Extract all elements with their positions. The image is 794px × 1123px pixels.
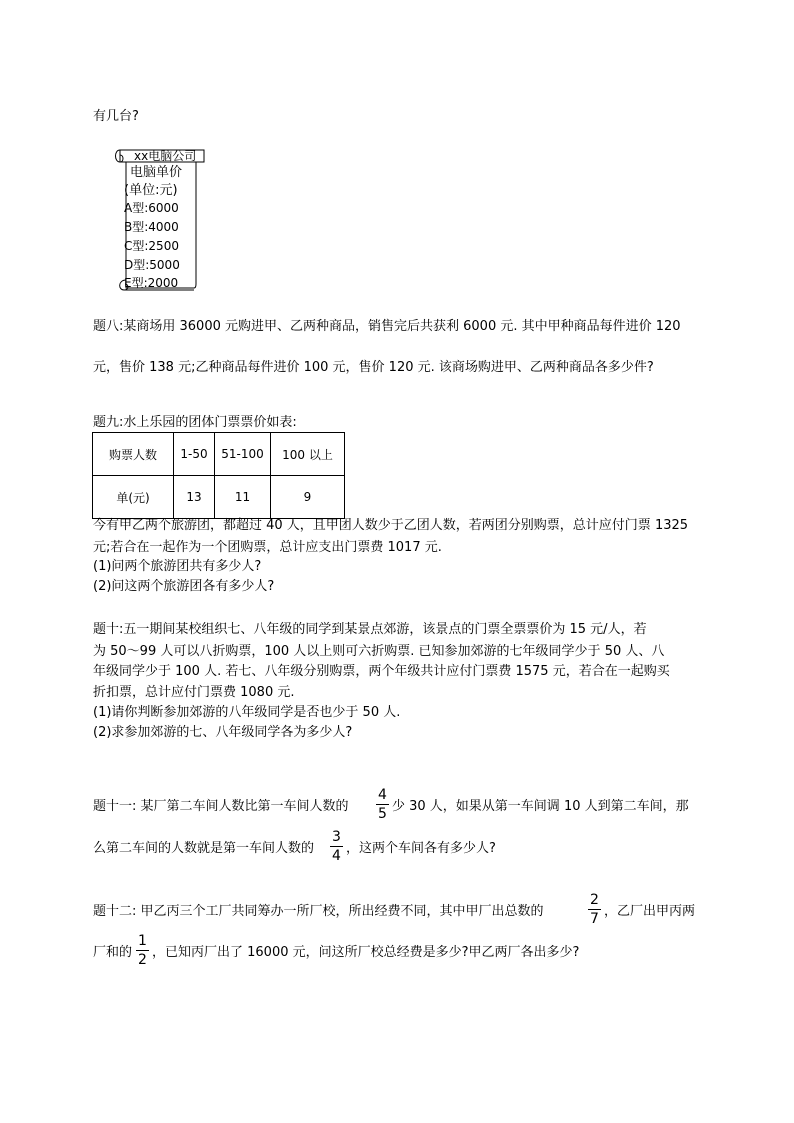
q10-line: 年级同学少于 100 人. 若七、八年级分别购票，两个年级共计应付门票费 1575 元，若合在一起购买 <box>93 664 670 679</box>
fraction-numerator: 3 <box>332 829 341 845</box>
q11-text: 么第二车间的人数就是第一车间人数的 <box>93 841 315 856</box>
q8-line: 元，售价 138 元;乙种商品每件进价 100 元，售价 120 元. 该商场购进甲、乙两种商品各多少件? <box>93 360 654 375</box>
table-header-cell: 51-100 <box>215 433 271 476</box>
fraction-denominator: 2 <box>138 952 147 968</box>
sign-unit: (单位:元) <box>124 183 178 198</box>
q10-line: 题十:五一期间某校组织七、八年级的同学到某景点郊游，该景点的门票全票票价为 15 元/人，若 <box>93 622 647 637</box>
fraction-denominator: 5 <box>378 806 387 822</box>
q12-text: ，已知丙厂出了 16000 元，问这所厂校总经费是多少?甲乙两厂各出多少? <box>152 945 580 960</box>
q9-subquestion: (2)问这两个旅游团各有多少人? <box>93 579 275 594</box>
table-cell: 13 <box>174 476 215 519</box>
q12-fraction <box>588 893 601 926</box>
q11-fraction <box>376 788 389 821</box>
q10-line: 折扣票，总计应付门票费 1080 元. <box>93 685 295 700</box>
table-row <box>93 476 345 519</box>
table-cell: 11 <box>215 476 271 519</box>
q11-text: 题十一: 某厂第二车间人数比第一车间人数的 <box>93 799 349 814</box>
q12-text: 题十二: 甲乙丙三个工厂共同筹办一所厂校，所出经费不同，其中甲厂出总数的 <box>93 904 544 919</box>
sign-row: A型:6000 <box>124 201 179 215</box>
table-cell: 9 <box>271 476 345 519</box>
q9-intro: 题九:水上乐园的团体门票票价如表: <box>93 415 297 430</box>
sign-row: D型:5000 <box>124 258 180 272</box>
q10-subquestion: (1)请你判断参加郊游的八年级同学是否也少于 50 人. <box>93 705 401 720</box>
fraction-numerator: 2 <box>590 892 599 908</box>
q11-text: 少 30 人，如果从第一车间调 10 人到第二车间，那 <box>392 799 689 814</box>
ticket-price-table <box>92 432 345 519</box>
fraction-denominator: 4 <box>332 848 341 864</box>
q10-subquestion: (2)求参加郊游的七、八年级同学各为多少人? <box>93 725 353 740</box>
q12-text: ，乙厂出甲丙两 <box>604 904 696 919</box>
price-sign-scroll <box>112 146 204 294</box>
fraction-numerator: 4 <box>378 787 387 803</box>
sign-company: xx电脑公司 <box>134 149 197 163</box>
sign-row: B型:4000 <box>124 220 179 234</box>
q12-text: 厂和的 <box>93 945 133 960</box>
table-row <box>93 433 345 476</box>
table-header-cell: 1-50 <box>174 433 215 476</box>
q12-fraction <box>136 934 149 967</box>
q9-line: 今有甲乙两个旅游团，都超过 40 人，且甲团人数少于乙团人数，若两团分别购票，总计应付门票 1325 <box>93 518 689 533</box>
table-header-cell: 购票人数 <box>93 433 174 476</box>
previous-question-tail: 有几台? <box>93 109 139 124</box>
table-cell: 单(元) <box>93 476 174 519</box>
q10-line: 为 50～99 人可以八折购票，100 人以上则可六折购票. 已知参加郊游的七年级同学少于 50 人、八 <box>93 644 665 659</box>
q8-line: 题八:某商场用 36000 元购进甲、乙两种商品，销售完后共获利 6000 元. 其中甲种商品每件进价 120 <box>93 319 681 334</box>
q9-subquestion: (1)问两个旅游团共有多少人? <box>93 559 262 574</box>
sign-row: C型:2500 <box>124 239 179 253</box>
q11-fraction <box>330 830 343 863</box>
fraction-denominator: 7 <box>590 911 599 927</box>
fraction-numerator: 1 <box>138 933 147 949</box>
q9-line: 元;若合在一起作为一个团购票，总计应支出门票费 1017 元. <box>93 540 442 555</box>
q11-text: ，这两个车间各有多少人? <box>346 841 496 856</box>
table-header-cell: 100 以上 <box>271 433 345 476</box>
sign-title: 电脑单价 <box>130 165 183 180</box>
sign-row: E型:2000 <box>124 276 179 290</box>
